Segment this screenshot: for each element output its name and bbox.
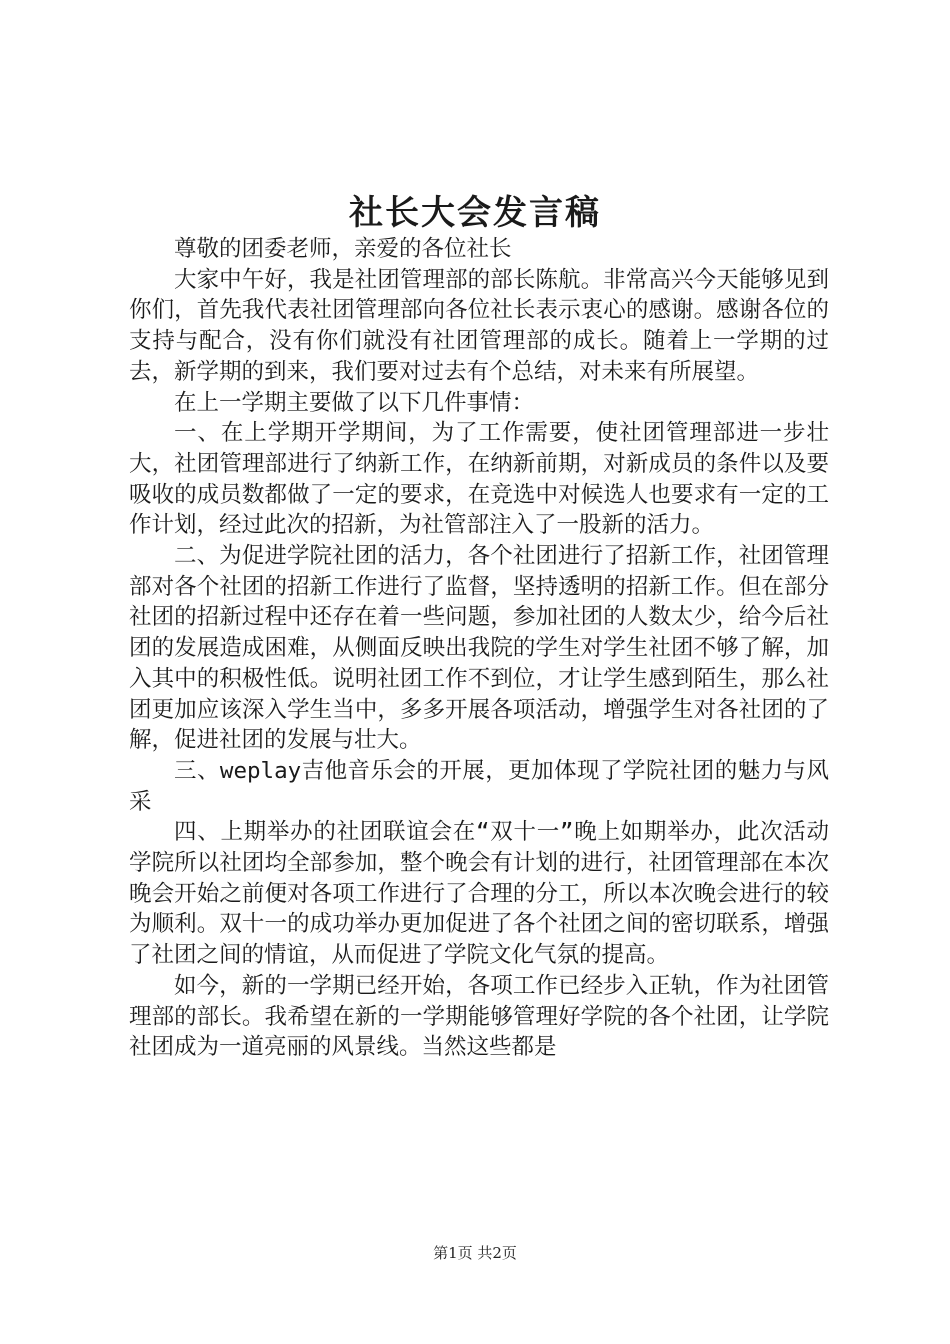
document-title: 社长大会发言稿 [349, 193, 601, 233]
summary-lead-paragraph: 在上一学期主要做了以下几件事情： [174, 389, 535, 416]
item-two-paragraph: 二、为促进学院社团的活力，各个社团进行了招新工作，社团管理部对各个社团的招新工作进行了监督，坚持透明的招新工作。但在部分社团的招新过程中还存在着一些问题，参加社团的人数太少，给今后社团的发展造成困难，从侧面反映出我院的学生对学生社团不够了解，加入其中的积极性低。说明社团工作不到位，才让学生感到陌生，那么社团更加应该深入学生当中，多多开展各项活动，增强学生对各社团的了解，促进社团的发展与壮大。 [129, 543, 829, 754]
item-three-paragraph: 三、weplay吉他音乐会的开展，更加体现了学院社团的魅力与风采 [129, 757, 829, 815]
document-body [129, 234, 829, 1063]
item-one-paragraph: 一、在上学期开学期间，为了工作需要，使社团管理部进一步壮大，社团管理部进行了纳新工作，在纳新前期，对新成员的条件以及要吸收的成员数都做了一定的要求，在竞选中对候选人也要求有一定的工作计划，经过此次的招新，为社管部注入了一股新的活力。 [129, 420, 829, 539]
outlook-paragraph: 如今，新的一学期已经开始，各项工作已经步入正轨，作为社团管理部的部长。我希望在新的一学期能够管理好学院的各个社团，让学院社团成为一道亮丽的风景线。当然这些都是 [129, 972, 829, 1061]
item-four-paragraph: 四、上期举办的社团联谊会在“双十一”晚上如期举办，此次活动学院所以社团均全部参加，整个晚会有计划的进行，社团管理部在本次晚会开始之前便对各项工作进行了合理的分工，所以本次晚会进行的较为顺利。双十一的成功举办更加促进了各个社团之间的密切联系，增强了社团之间的情谊，从而促进了学院文化气氛的提高。 [129, 819, 829, 969]
salutation-paragraph: 尊敬的团委老师，亲爱的各位社长 [174, 236, 512, 262]
intro-paragraph: 大家中午好，我是社团管理部的部长陈航。非常高兴今天能够见到你们，首先我代表社团管理部向各位社长表示衷心的感谢。感谢各位的支持与配合，没有你们就没有社团管理部的成长。随着上一学期的过去，新学期的到来，我们要对过去有个总结，对未来有所展望。 [129, 266, 829, 385]
page-number-footer: 第1页 共2页 [433, 1244, 517, 1262]
